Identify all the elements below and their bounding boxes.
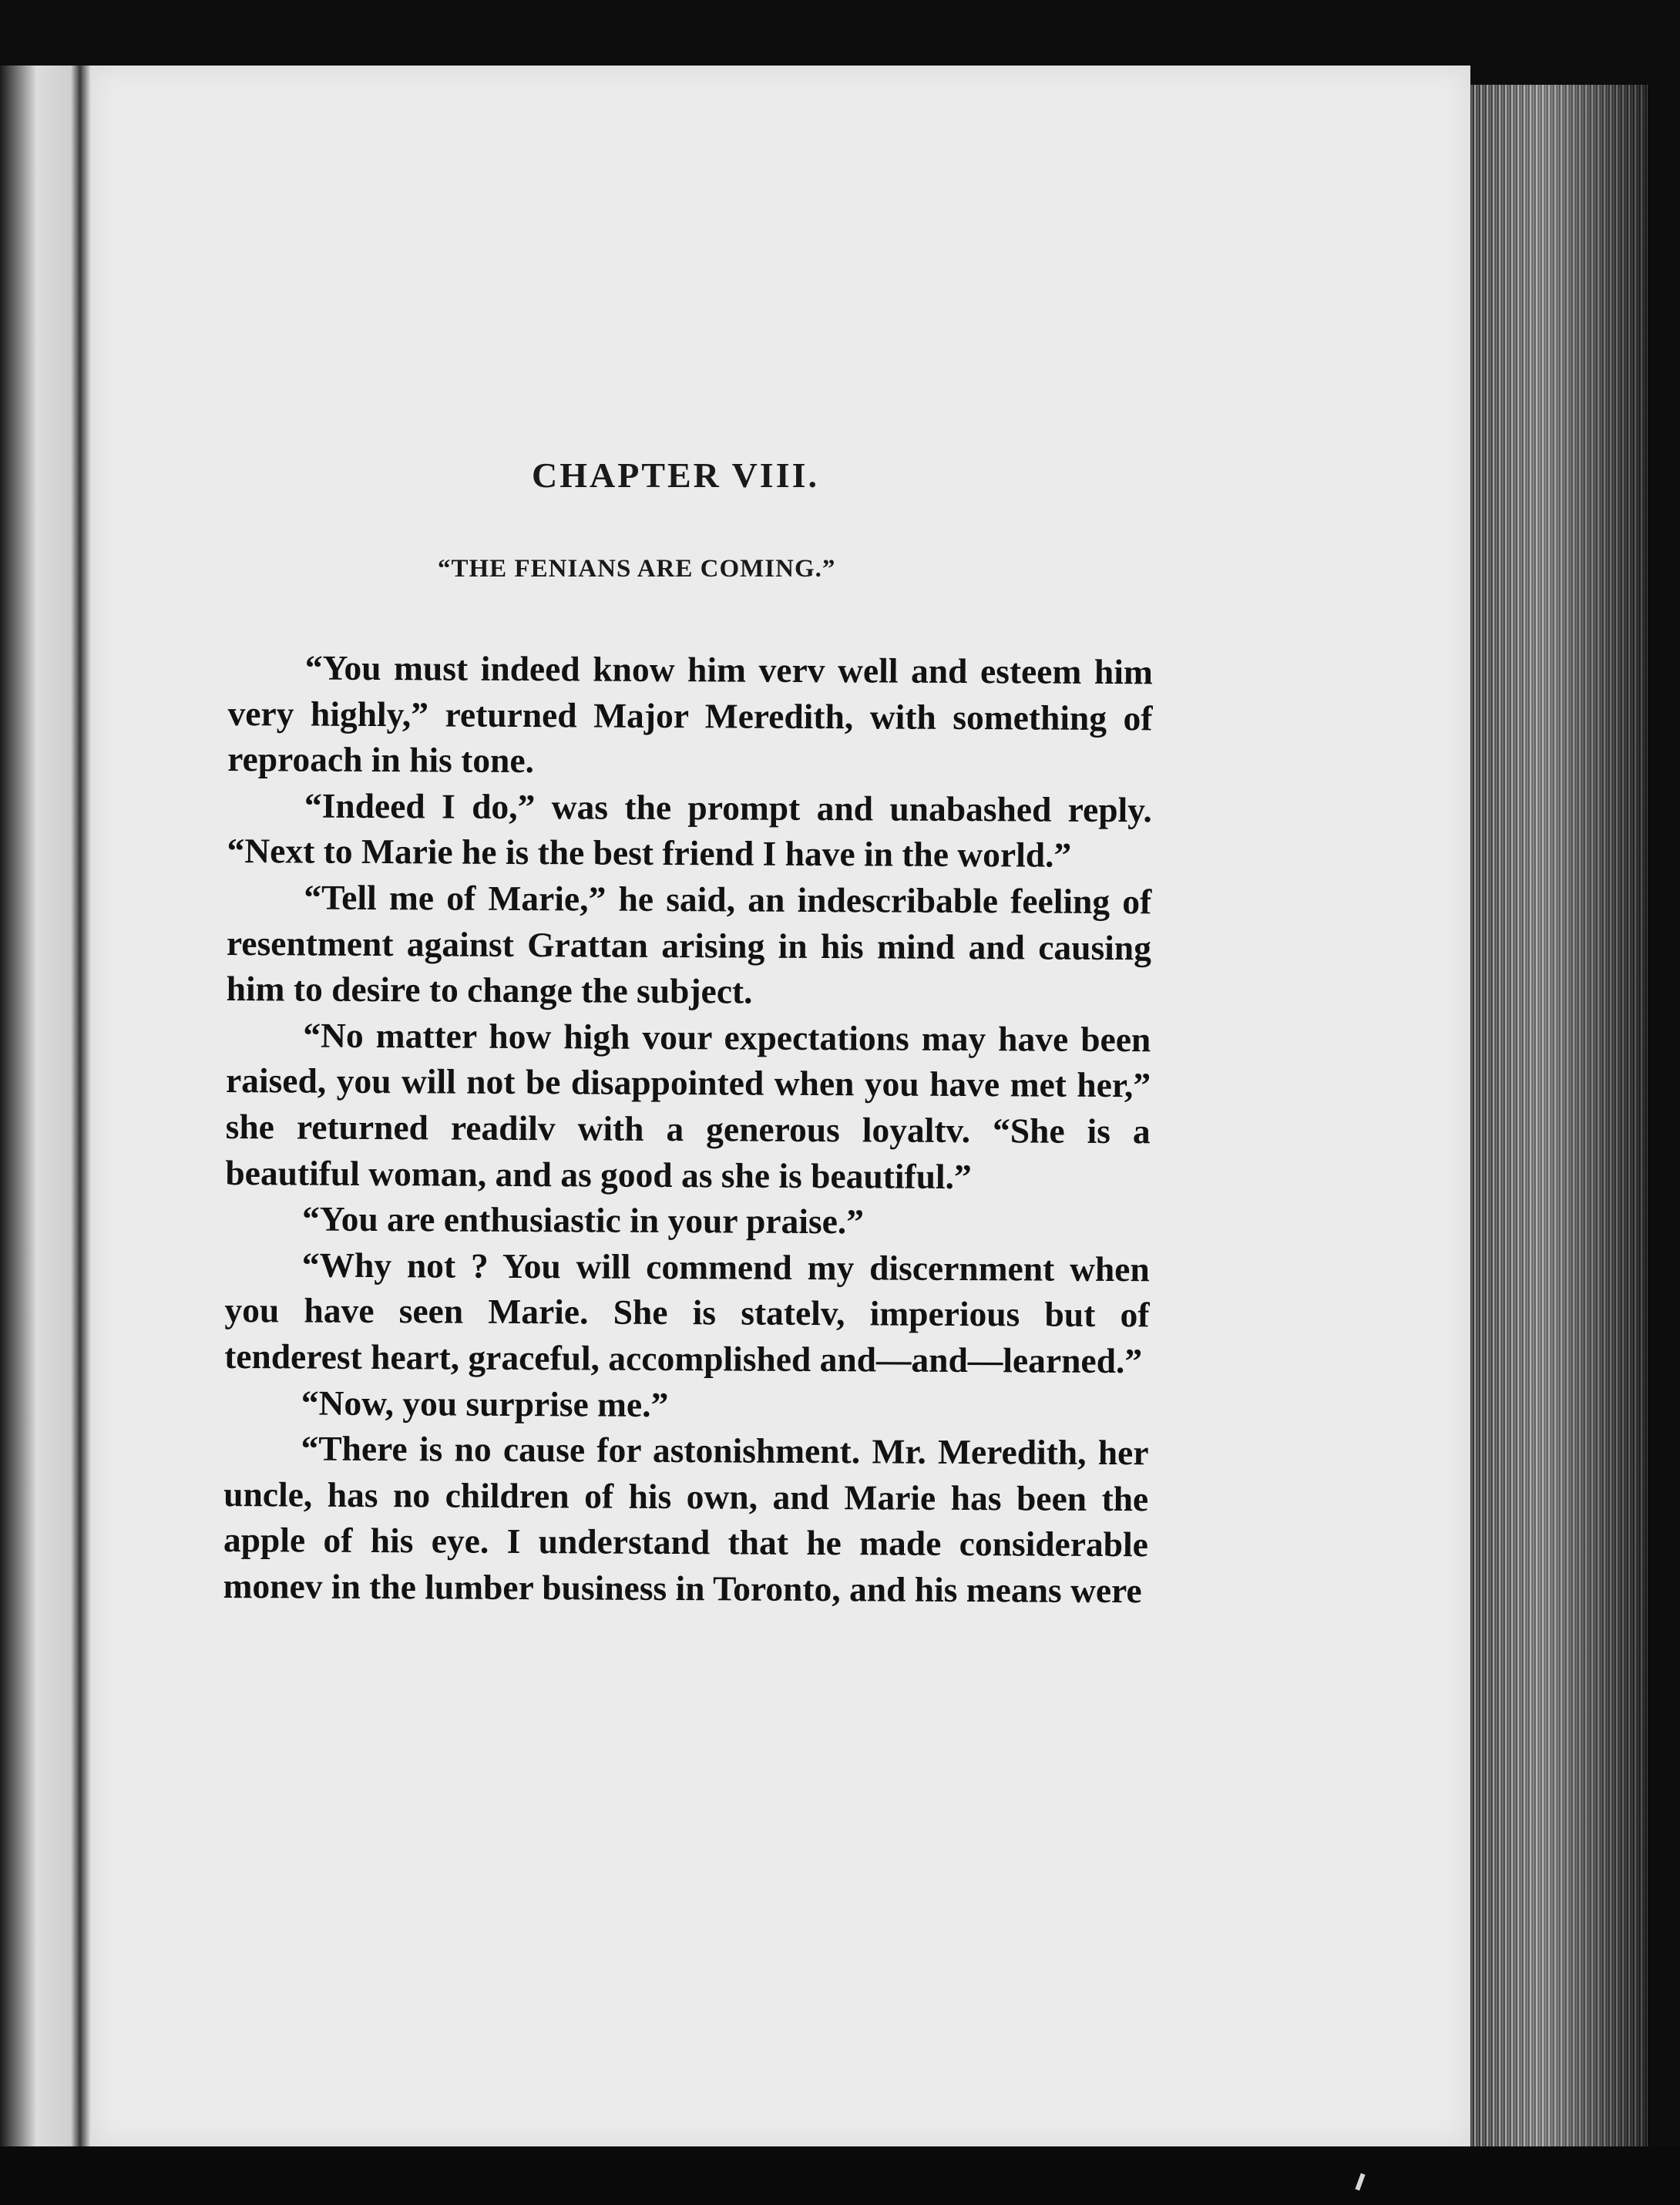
paragraph: “Indeed I do,” was the prompt and unabashed reply. “Next to Marie he is the best friend I have in the world.” — [227, 785, 1153, 876]
left-page-edge — [0, 66, 91, 2146]
paragraph: “No matter how high vour expectations may have been raised, you will not be disappointed when you have met her,” she returned readilv with a generous loyaltv. “She is a beautiful woman, and as good as she is beautiful.” — [225, 1015, 1151, 1196]
paragraph: “There is no cause for astonishment. Mr. Meredith, her uncle, has no children of his own, and Marie has been the apple of his eye. I understand that he made considerable monev in the lumber business in Toronto, and his means were — [223, 1428, 1149, 1611]
chapter-body — [223, 644, 1153, 1614]
paragraph: “Now, you surprise me.” — [301, 1383, 669, 1424]
paragraph: “You are enthusiastic in your praise.” — [301, 1198, 865, 1242]
chapter-subtitle: “THE FENIANS ARE COMING.” — [438, 555, 836, 583]
paragraph: “Why not ? You will commend my discernment when you have seen Marie. She is statelv, imperious but of tenderest heart, graceful, accomplished and—and—learned.” — [224, 1245, 1150, 1381]
chapter-title: CHAPTER VIII. — [532, 455, 819, 495]
paragraph: “You must indeed know him verv well and esteem him very highly,” returned Major Meredith, with something of reproach in his tone. — [227, 647, 1153, 781]
scan-border — [0, 2146, 1680, 2205]
page-stack-edge — [1470, 85, 1648, 2166]
paragraph: “Tell me of Marie,” he said, an indescribable feeling of resentment against Grattan arising in his mind and causing him to desire to change the subject. — [226, 877, 1152, 1011]
